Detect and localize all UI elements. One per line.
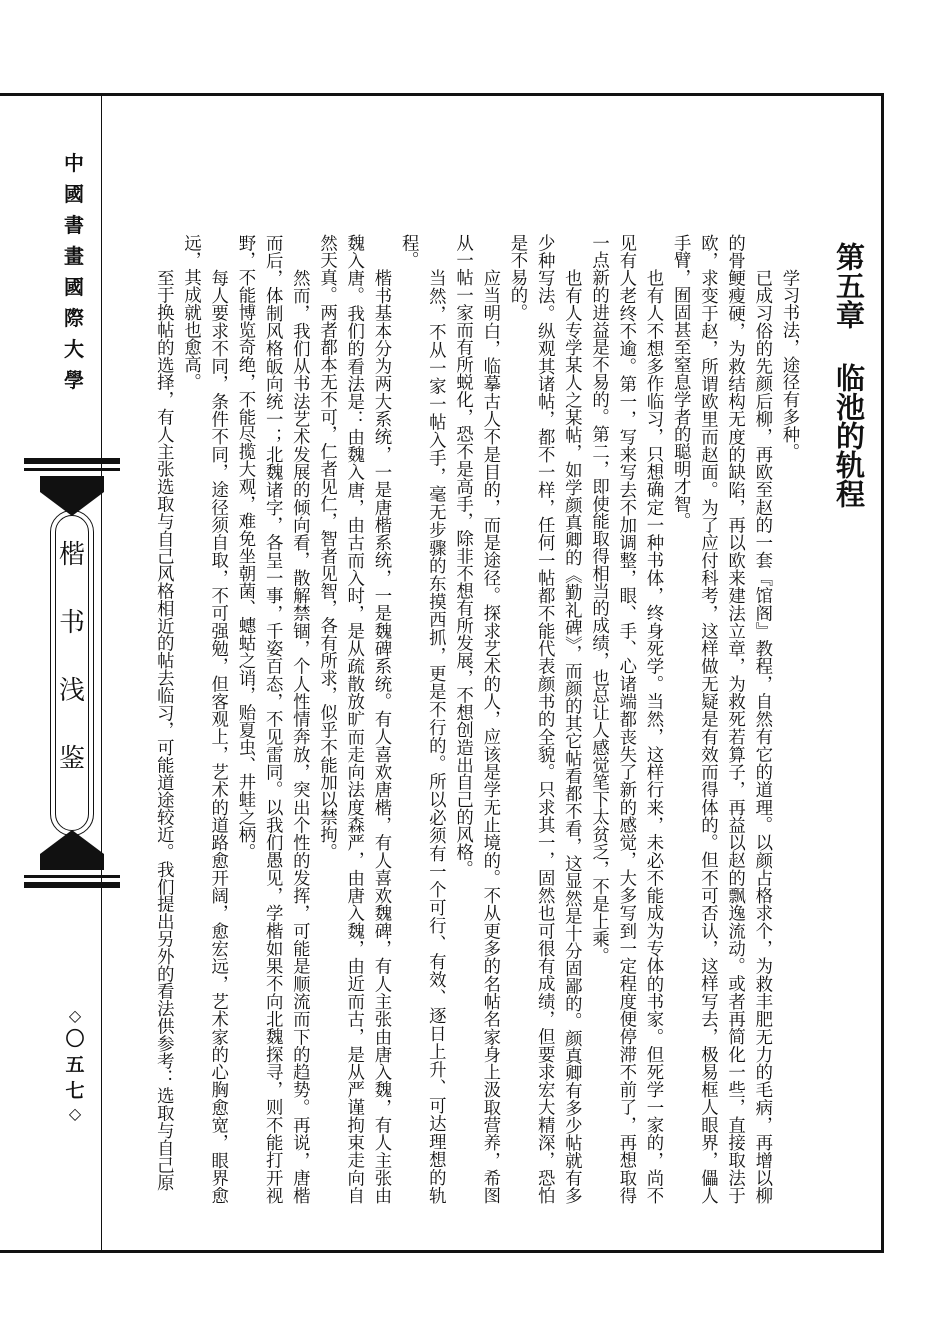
paragraph: 楷书基本分为两大系统，一是唐楷系统，一是魏碑系统。有人喜欢唐楷，有人喜欢魏碑，有人主张由唐入魏，有人主张由魏入唐。我们的看法是：由魏入唐，由古而入时，是从疏散放旷而走向法度森严，由唐入魏，由近而古，是从严谨拘束走向自然天真。两者都本无不可，仁者见仁，智者见智，各有所求，似乎不能加以禁拘。 [316,234,391,1204]
chapter-number: 第五章 [832,242,866,329]
ornament-bar [24,468,120,471]
chapter-heading [832,242,866,1204]
paragraph: 学习书法，途径有多种。 [779,268,799,461]
chapter-title: 临池的轨程 [832,363,866,508]
publisher-char: 國 [64,182,84,206]
book-title-char: 浅 [58,676,85,706]
diamond-icon: ◇ [68,1104,82,1123]
publisher-char: 書 [64,213,84,237]
paragraph: 每人要求不同，条件不同，途径须自取，不可强勉，但客观上，艺术的道路愈开阔，愈宏远，艺术家的心胸愈宽，眼界愈远，其成就也愈高。 [180,234,228,1204]
book-title-char: 鉴 [58,744,85,774]
paragraph: 也有人不想多作临习，只想确定一种书体，终身死学。当然，这样行来，未必不能成为专体的书家。但死学一家的，尚不见有人老终不逾。第一，写来写去不加调整，眼、手、心诸端都丧失了新的感觉，大多写到一定程度便停滞不前了，再想取得一点新的进益是不易的。第二，即使能取得相当的成绩，也总让人感觉笔下太贫乏，不是上乘。 [588,234,663,1204]
publisher-char: 國 [64,275,84,299]
ornament-cap-bottom [40,830,104,870]
page-number [60,1006,90,1124]
diamond-icon: ◇ [68,1006,82,1025]
paragraph: 应当明白，临摹古人不是目的，而是途径。探求艺术的人，应该是学无止境的。不从更多的名帖名家身上汲取营养，希图从一帖一家而有所蜕化，恐不是高手，除非不想有所发展，不想创造出自己的风格。 [452,234,500,1204]
paragraph: 也有人专学某人之某帖，如学颜真卿的《勤礼碑》，而颜的其它帖看都不看，这显然是十分固鄙的。颜真卿有多少帖就有多少种写法。纵观其诸帖，都不一样，任何一帖都不能代表颜书的全貌。只求其一，固然也可很有成绩，但要求宏大精深，恐怕是不易的。 [506,234,582,1204]
page-number-char: 〇 [65,1028,85,1050]
paragraph: 已成习俗的先颜后柳，再欧至赵的一套『馆阁』教程，自然有它的道理。以颜占格求个，为救丰肥无力的毛病，再增以柳的骨鲠瘦硬，为救结构无度的缺陷，再以欧来建法立章，为救死若算子，再益以赵的飘逸流动。或者再简化一些，直接取法于欧，求变于赵，所谓欧里而赵面。为了应付科考，这样做无疑是有效而得体的。但不可否认，这样写去，极易框人眼界，儡人手臂，囿固甚至窒息学者的聪明才智。 [670,234,772,1204]
ornament-bar [24,882,120,888]
publisher-char: 中 [64,151,84,175]
book-title [50,542,94,814]
ornament-bar [24,458,120,464]
ornament-bar [24,875,120,878]
publisher-char: 學 [64,368,84,392]
paragraph: 当然，不从一家一帖入手，毫无步骤的东摸西抓，更是不行的。所以必须有一个可行、有效、逐日上升、可达理想的轨程。 [398,234,446,1204]
paragraph: 至于换帖的选择，有人主张选取与自己风格相近的帖去临习，可能道途较近。我们提出另外的看法供参考：选取与自己原 [153,268,174,1191]
book-title-cartouche [24,458,120,888]
publisher-name [58,148,90,396]
main-text [148,234,866,1204]
page-number-char: 五 [65,1054,85,1076]
publisher-char: 大 [64,337,84,361]
paragraph: 然而，我们从书法艺术发展的倾向看，散解禁锢，个人性情奔放，突出个性的发挥，可能是顺流而下的趋势。再说，唐楷而后，体制风格皈向统一；北魏诸字，各呈一事，千姿百态，不见雷同。以我们愚见，学楷如果不向北魏探寻，则不能打开视野，不能博览奇绝，不能尽揽大观，难免坐朝菌、蟪蛄之诮，贻夏虫、井蛙之柄。 [234,234,310,1204]
book-title-char: 楷 [58,540,85,570]
page-number-char: 七 [65,1080,85,1102]
publisher-char: 畫 [64,244,84,268]
book-title-char: 书 [58,608,85,638]
publisher-char: 際 [64,306,84,330]
